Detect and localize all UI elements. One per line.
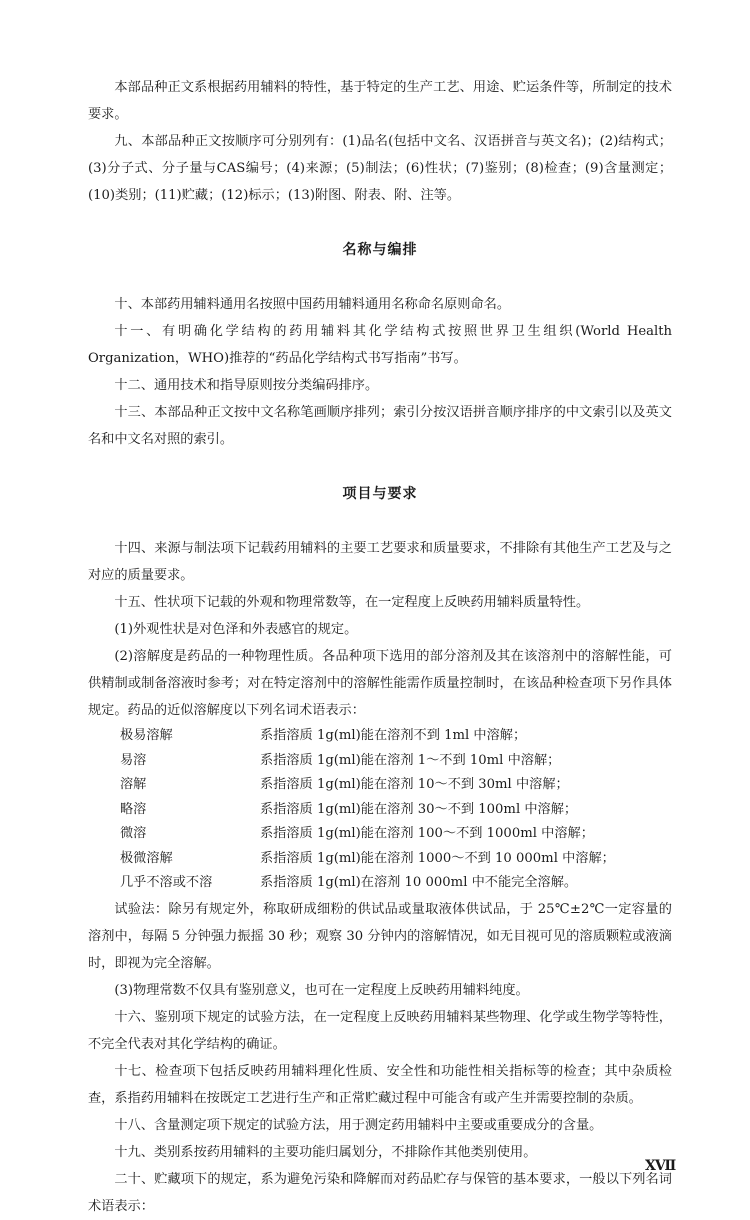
term: 溶解: [120, 777, 147, 792]
term-definition: 系指溶质 1g(ml)能在溶剂 1～不到 10ml 中溶解；: [260, 752, 561, 768]
paragraph: 九、本部品种正文按顺序可分别列有：(1)品名(包括中文名、汉语拼音与英文名)；(2)结构式；(3)分子式、分子量与CAS编号；(4)来源；(5)制法；(6)性状；(7)鉴别；(8)检查；(9)含量测定；(10)类别；(11)贮藏；(12)标示；(13)附图、附表、附、注等。: [88, 134, 672, 203]
paragraph: (3)物理常数不仅具有鉴别意义，也可在一定程度上反映药用辅料纯度。: [114, 982, 529, 998]
paragraph: 十九、类别系按药用辅料的主要功能归属划分，不排除作其他类别使用。: [114, 1144, 537, 1160]
page-number: XⅦ: [645, 1158, 676, 1174]
paragraph: 十、本部药用辅料通用名按照中国药用辅料通用名称命名原则命名。: [114, 297, 511, 312]
term-definition: 系指溶质 1g(ml)能在溶剂 100～不到 1000ml 中溶解；: [260, 826, 594, 841]
paragraph: 十八、含量测定项下规定的试验方法，用于测定药用辅料中主要或重要成分的含量。: [114, 1117, 603, 1133]
term-definition: 系指溶质 1g(ml)能在溶剂 1000～不到 10 000ml 中溶解；: [260, 850, 615, 866]
paragraph: 十四、来源与制法项下记载药用辅料的主要工艺要求和质量要求，不排除有其他生产工艺及与之对应的质量要求。: [88, 541, 672, 583]
paragraph: 十三、本部品种正文按中文名称笔画顺序排列；索引分按汉语拼音顺序排序的中文索引以及英文名和中文名对照的索引。: [88, 405, 672, 447]
paragraph: 本部品种正文系根据药用辅料的特性，基于特定的生产工艺、用途、贮运条件等，所制定的技术要求。: [88, 80, 672, 122]
paragraph: (2)溶解度是药品的一种物理性质。各品种项下选用的部分溶剂及其在该溶剂中的溶解性能，可供精制或制备溶液时参考；对在特定溶剂中的溶解性能需作质量控制时，在该品种检查项下另作具体规定。药品的近似溶解度以下列名词术语表示：: [88, 649, 672, 718]
term: 几乎不溶或不溶: [120, 875, 213, 890]
term-row: [120, 822, 672, 847]
section-heading: 项目与要求: [342, 486, 418, 502]
term-row: [120, 847, 672, 872]
term-definition: 系指溶质 1g(ml)能在溶剂 30～不到 100ml 中溶解；: [260, 801, 578, 817]
paragraph: 试验法：除另有规定外，称取研成细粉的供试品或量取液体供试品，于 25℃±2℃一定容量的溶剂中，每隔 5 分钟强力振摇 30 秒；观察 30 分钟内的溶解情况，如无目视可见的溶质颗粒或液滴时，即视为完全溶解。: [88, 901, 672, 971]
term-row: [120, 871, 672, 896]
term: 极微溶解: [120, 850, 173, 866]
paragraph: 二十、贮藏项下的规定，系为避免污染和降解而对药品贮存与保管的基本要求，一般以下列名词术语表示：: [88, 1171, 672, 1214]
term-row: [120, 773, 672, 798]
term-definition: 系指溶质 1g(ml)在溶剂 10 000ml 中不能完全溶解。: [260, 875, 578, 890]
term-row: [120, 724, 672, 749]
term: 极易溶解: [120, 728, 173, 743]
solubility-terms-table: [120, 724, 672, 896]
page-content: [88, 74, 672, 1220]
paragraph: 十一、有明确化学结构的药用辅料其化学结构式按照世界卫生组织(World Health Organization，WHO)推荐的“药品化学结构式书写指南”书写。: [88, 324, 672, 366]
paragraph: 十六、鉴别项下规定的试验方法，在一定程度上反映药用辅料某些物理、化学或生物学等特性，不完全代表对其化学结构的确证。: [88, 1009, 672, 1052]
term: 略溶: [120, 801, 147, 817]
term: 易溶: [120, 752, 147, 768]
term-definition: 系指溶质 1g(ml)能在溶剂 10～不到 30ml 中溶解；: [260, 777, 569, 792]
term-definition: 系指溶质 1g(ml)能在溶剂不到 1ml 中溶解；: [260, 728, 527, 743]
term: 微溶: [120, 826, 147, 841]
term-row: [120, 798, 672, 823]
paragraph: 十二、通用技术和指导原则按分类编码排序。: [114, 378, 379, 393]
term-row: [120, 749, 672, 774]
paragraph: (1)外观性状是对色泽和外表感官的规定。: [114, 622, 358, 637]
paragraph: 十五、性状项下记载的外观和物理常数等，在一定程度上反映药用辅料质量特性。: [114, 595, 590, 610]
paragraph: 十七、检查项下包括反映药用辅料理化性质、安全性和功能性相关指标等的检查；其中杂质检查，系指药用辅料在按既定工艺进行生产和正常贮藏过程中可能含有或产生并需要控制的杂质。: [88, 1063, 672, 1106]
section-heading: 名称与编排: [342, 242, 418, 258]
